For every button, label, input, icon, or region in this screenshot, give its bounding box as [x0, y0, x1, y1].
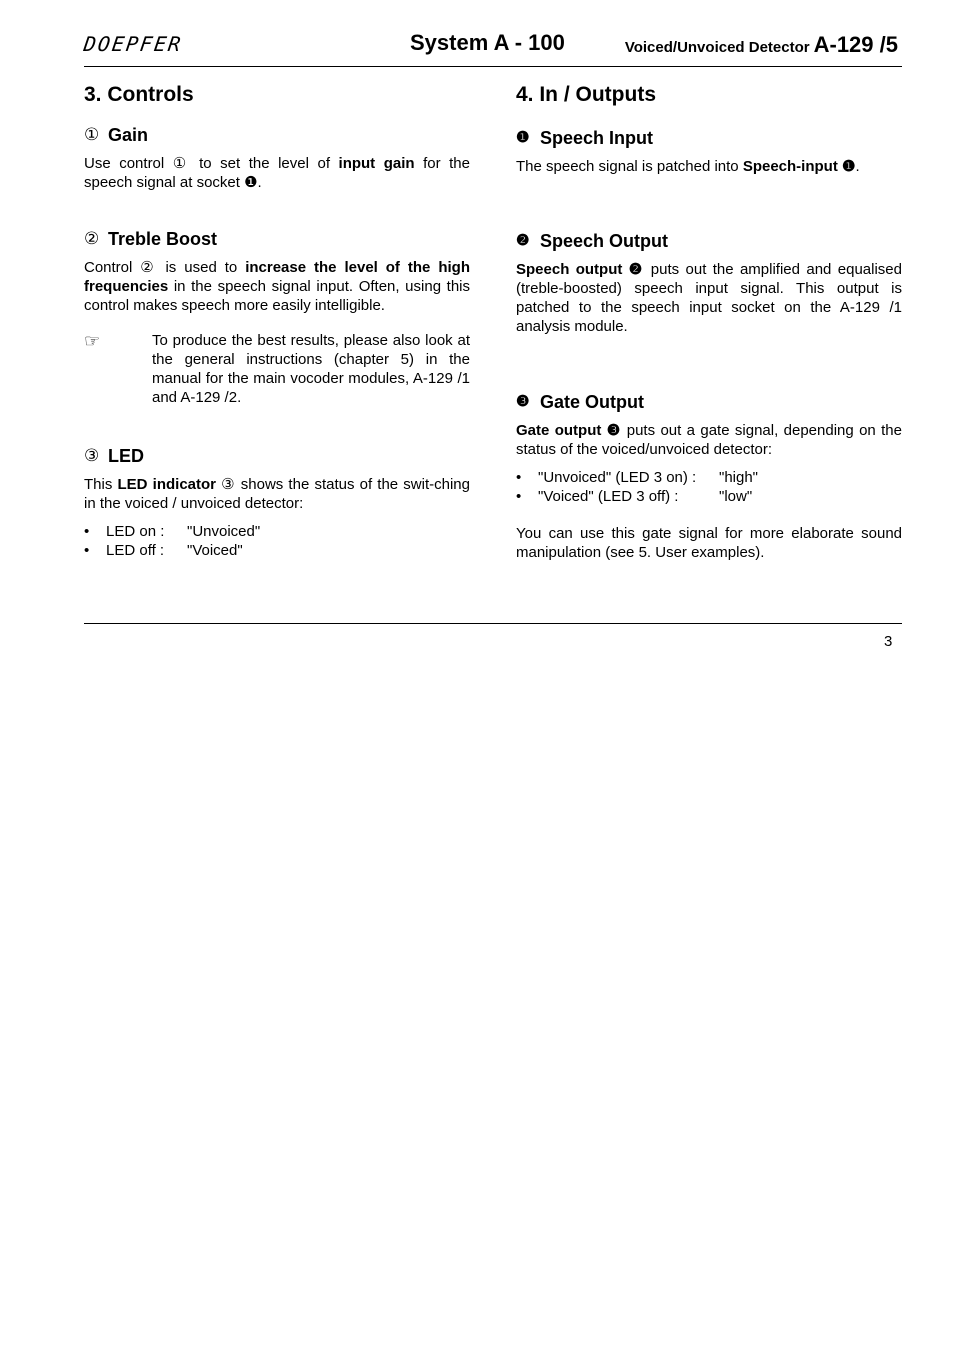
list-item-key: "Voiced" (LED 3 off) :: [538, 488, 679, 505]
system-title: System A - 100: [410, 30, 565, 55]
footer-divider: [84, 623, 902, 624]
led-text: [84, 475, 470, 513]
speech-input-number: ❶: [516, 129, 530, 146]
list-item: [84, 541, 470, 560]
speech-output-text-bold: Speech output ❷: [516, 261, 645, 278]
controls-heading: 3. Controls: [84, 83, 194, 106]
module-name: Voiced/Unvoiced Detector: [624, 39, 810, 56]
speech-input-text-a: The speech signal is patched into: [516, 158, 743, 175]
controls-column: [84, 80, 470, 560]
module-title: [625, 32, 898, 58]
gain-text-c: for the speech signal at socket ❶.: [84, 155, 470, 191]
list-item: [84, 522, 470, 541]
led-text-bold: LED indicator: [117, 476, 216, 493]
led-number: ③: [84, 446, 100, 465]
speech-input-text-bold: Speech-input ❶: [742, 158, 856, 175]
note-text: To produce the best results, please also look at the general instructions (chapter 5) in the manual for the main vocoder modules, A-129 /1 and A-129 /2.: [152, 332, 470, 406]
gate-output-text-c: puts out a gate signal, depending on the status of the voiced/unvoiced detector:: [516, 422, 902, 458]
gate-output-text: [516, 421, 902, 459]
gain-text: [84, 154, 470, 192]
gate-output-number: ❸: [516, 393, 530, 410]
list-item-key: LED off :: [106, 542, 165, 559]
list-item-key: "Unvoiced" (LED 3 on) :: [538, 469, 697, 486]
gate-output-heading: [516, 389, 902, 415]
list-item-key: LED on :: [106, 523, 165, 540]
treble-text-bold: increase the level of the high frequencies: [84, 259, 470, 295]
gate-output-title: Gate Output: [540, 392, 644, 412]
speech-output-text-c: puts out the amplified and equalised (treble-boosted) speech input signal. This output is patched to the speech input socket on the A-129 /1 analysis module.: [516, 261, 902, 335]
gain-number: ①: [84, 125, 100, 144]
brand-logo: DOEPFER: [82, 32, 184, 56]
list-item-value: "Voiced": [187, 542, 243, 559]
io-heading: 4. In / Outputs: [516, 83, 656, 106]
speech-output-number: ❷: [516, 232, 530, 249]
treble-number: ②: [84, 229, 100, 248]
inputs-outputs-column: [516, 80, 902, 562]
module-code: A-129 /5: [813, 32, 898, 57]
gain-heading: [84, 122, 470, 148]
list-item: [516, 468, 902, 487]
led-text-c: ③ shows the status of the swit-ching in the voiced / unvoiced detector:: [84, 476, 470, 512]
list-item-value: "high": [719, 469, 759, 486]
led-status-list: [84, 522, 470, 560]
treble-text: [84, 258, 470, 315]
speech-output-title: Speech Output: [540, 231, 669, 251]
gate-output-text-bold: Gate output ❸: [516, 422, 622, 439]
list-item-value: "low": [719, 488, 753, 505]
gain-text-a: Use control ① to set the level of: [84, 155, 339, 172]
speech-input-text: [516, 157, 902, 176]
list-item: [516, 487, 902, 506]
note-block: [84, 331, 470, 407]
led-title: LED: [108, 446, 144, 466]
speech-output-text: [516, 260, 902, 336]
page-number: 3: [884, 633, 893, 650]
treble-heading: [84, 226, 470, 252]
gain-text-bold: input gain: [338, 155, 415, 172]
speech-output-heading: [516, 228, 902, 254]
led-heading: [84, 443, 470, 469]
treble-title: Treble Boost: [108, 229, 218, 249]
gate-status-list: [516, 468, 902, 506]
page-header: [84, 30, 902, 67]
list-item-value: "Unvoiced": [187, 523, 261, 540]
treble-text-a: Control ② is used to: [84, 259, 246, 276]
pointing-hand-icon: ☞: [84, 331, 101, 351]
speech-input-text-c: .: [855, 158, 860, 175]
gain-title: Gain: [108, 125, 149, 145]
speech-input-title: Speech Input: [540, 128, 654, 148]
led-text-a: This: [84, 476, 118, 493]
treble-text-c: in the speech signal input. Often, using this control makes speech more easily intelligible.: [84, 278, 470, 314]
speech-input-heading: [516, 125, 902, 151]
gate-usage-text: You can use this gate signal for more elaborate sound manipulation (see 5. User examples).: [516, 525, 902, 561]
